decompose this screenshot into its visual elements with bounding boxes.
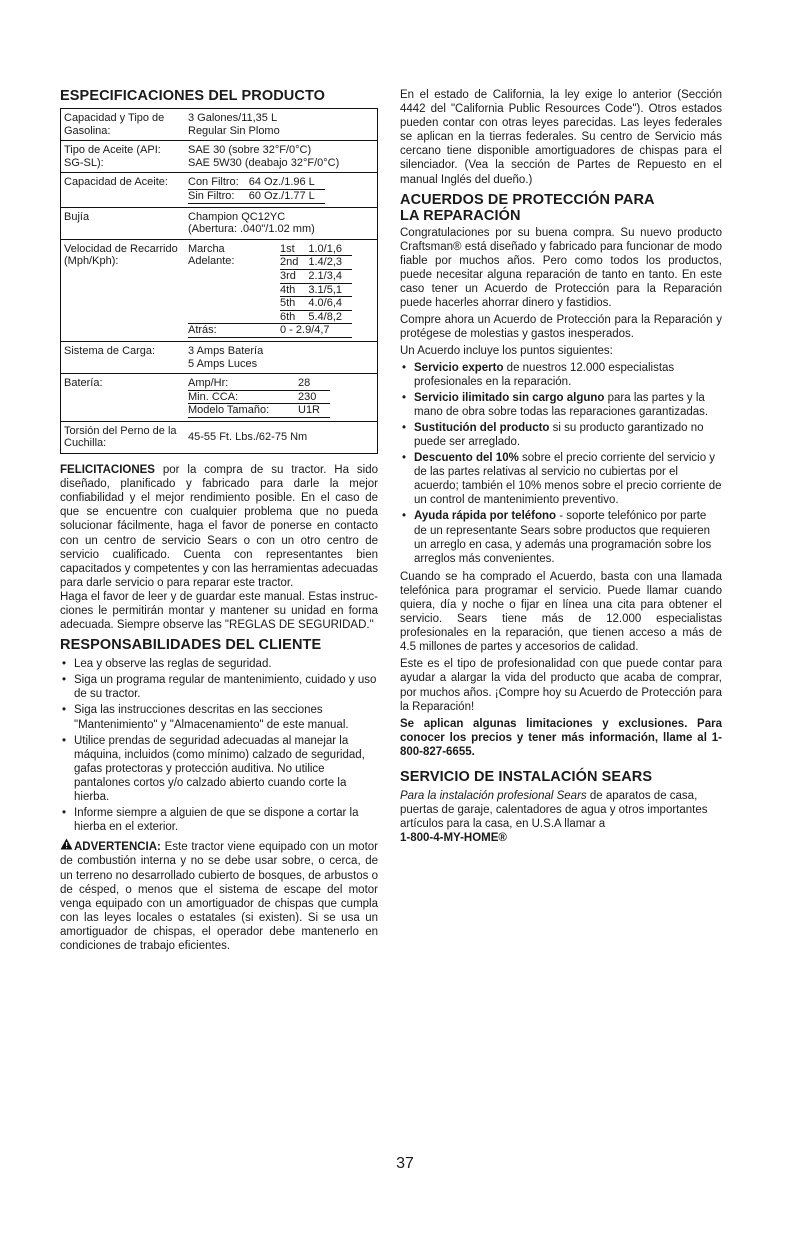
spec-line: 230 — [298, 390, 317, 403]
list-item: • Ayuda rápida por teléfono - soporte telefónico por parte de un representante Sears sobre productos que requieren un arreglo en casa, y además una programación sobre los arreglos más convenientes. — [400, 509, 722, 565]
spec-label: Tipo de Aceite (API: SG-SL): — [64, 144, 161, 169]
spec-label: Bujía — [64, 210, 90, 223]
responsibilities-list — [60, 657, 378, 834]
spec-line: 5 Amps Luces — [188, 357, 258, 370]
warning-triangle-icon — [60, 838, 73, 853]
spec-label: Velocidad de Recarrido (Mph/Kph): — [64, 242, 178, 268]
protection-paragraph: Compre ahora un Acuerdo de Protección para la Reparación y protégese de molestias y gastos inesperados. — [400, 314, 722, 341]
gear-forward-label: Marcha Adelante: — [188, 242, 235, 268]
protection-paragraph: Cuando se ha comprado el Acuerdo, basta con una llamada telefónica para programar el servicio. Puede llamar cuando quiera, día y noche o fijar en línea una cita para obtener el servicio. Sears tiene más de 12.000 especialistas profesionales en la reparación, que tienen acceso a más de 4.5 millones de partes y accesorios de calidad. — [400, 570, 722, 654]
protection-list — [400, 361, 722, 566]
spec-value — [185, 239, 378, 341]
table-row — [61, 173, 378, 207]
congrats-lead: FELICITACIONES — [60, 464, 155, 477]
gear-name: 3rd — [280, 269, 296, 282]
spec-key: Min. CCA: — [188, 390, 239, 403]
gear-name: 4th — [280, 283, 296, 296]
spec-line: SAE 5W30 (deabajo 32°F/0°C) — [188, 156, 340, 169]
spec-line: Regular Sin Plomo — [188, 124, 280, 137]
specs-table — [60, 108, 378, 454]
list-item: • Informe siempre a alguien de que se dispone a cortar la hierba en el exterior. — [60, 806, 378, 834]
gear-reverse-speed: 0 - 2.9/4,7 — [280, 324, 330, 337]
left-column — [60, 88, 378, 953]
spec-line: 60 Oz./1.77 L — [248, 189, 315, 202]
spec-label: Torsión del Perno de la Cuchilla: — [64, 424, 177, 450]
specs-title: ESPECIFICACIONES DEL PRODUCTO — [60, 88, 326, 104]
warning-text: Este tractor viene equipado con un motor de combustión interna y no se debe usar sobre, o cerca, de un terreno no desarrollado cubierto de bosques, de arbustos o de césped, o menos que el sistema de escape del motor venga equipado con un amortiguador de chispas que cumpla con las leyes locales o estatales (si existen). Si se usa un amortiguador de chispas, el operador debe mantenerlo en condiciones de trabajo eficientes. — [60, 841, 378, 952]
page-number: 37 — [396, 1155, 414, 1172]
gear-speed: 1.4/2,3 — [308, 256, 342, 269]
installation-phone: 1-800-4-MY-HOME® — [400, 832, 507, 845]
warning-lead: ADVERTENCIA: — [74, 841, 161, 854]
gear-name: 5th — [280, 297, 296, 310]
spec-value — [185, 141, 378, 173]
spec-line: Champion QC12YC — [188, 210, 286, 223]
installation-title: SERVICIO DE INSTALACIÓN SEARS — [400, 769, 653, 786]
gear-speed: 1.0/1,6 — [308, 242, 342, 255]
spec-value — [185, 207, 378, 239]
right-column — [400, 88, 722, 845]
spec-line: 3 Galones/11,35 L — [188, 112, 278, 124]
manual-paragraph: Haga el favor de leer y de guardar este manual. Estas instruc-ciones le permitirán montar y mantener su unidad en forma adecuada. Siempre observe las "REGLAS DE SEGURIDAD." — [60, 590, 378, 632]
spec-value — [185, 374, 378, 422]
spec-value — [185, 109, 378, 141]
protection-title-line1: ACUERDOS DE PROTECCIÓN PARA — [400, 191, 655, 208]
table-row — [61, 109, 378, 141]
spec-value — [185, 421, 378, 453]
protection-paragraph: Congratulaciones por su buena compra. Su nuevo producto Craftsman® está diseñado y fabricado para funcionar de modo fiable por muchos años. Pero como todos los productos, puede necesitar alguna reparación de tanto en tanto. En este caso tener un Acuerdo de Protección para la Reparación puede hacerles ahorrar dinero y fastidios. — [400, 226, 722, 310]
gear-name: 6th — [280, 310, 296, 323]
table-row — [61, 207, 378, 239]
spec-line: SAE 30 (sobre 32°F/0°C) — [188, 144, 312, 157]
spec-line: (Abertura: .040"/1.02 mm) — [188, 223, 315, 236]
gear-speed: 3.1/5,1 — [308, 283, 342, 296]
table-row — [61, 421, 378, 453]
spec-line: 64 Oz./1.96 L — [248, 176, 315, 189]
warning-paragraph — [60, 838, 378, 953]
table-row — [61, 374, 378, 422]
protection-paragraph: Este es el tipo de profesionalidad con que puede contar para ayudar a alargar la vida del producto que acaba de comprar, por muchos años. ¡Compre hoy su Acuerdo de Protección para la Reparación! — [400, 658, 722, 713]
gear-speed: 5.4/8,2 — [308, 310, 342, 323]
spec-line: 45-55 Ft. Lbs./62-75 Nm — [188, 431, 308, 444]
gear-reverse-label: Atrás: — [188, 324, 217, 337]
spec-key: Con Filtro: — [188, 176, 239, 189]
limitations-paragraph: Se aplican algunas limitaciones y exclusiones. Para conocer los precios y tener más información, llame al 1-800-827-6655. — [400, 717, 722, 758]
protection-title-line2: LA REPARACIÓN — [400, 207, 521, 224]
spec-line: U1R — [298, 404, 321, 417]
list-item: • Siga las instrucciones descritas en las secciones "Mantenimiento" y "Almacenamiento" de este manual. — [60, 703, 378, 731]
installation-text: de aparatos de casa, puertas de garaje, calentadores de agua y otros importantes artículos para la casa, en U.S.A llamar a — [400, 790, 708, 831]
spec-key: Amp/Hr: — [188, 377, 229, 390]
spec-value — [185, 173, 378, 207]
protection-paragraph: Un Acuerdo incluye los puntos siguientes: — [400, 345, 613, 358]
spec-value — [185, 341, 378, 373]
installation-paragraph — [400, 789, 722, 831]
gear-name: 2nd — [280, 256, 299, 269]
installation-italic: Para la instalación profesional Sears — [400, 790, 587, 803]
table-row — [61, 341, 378, 373]
list-item: • Siga un programa regular de mantenimiento, cuidado y uso de su tractor. — [60, 673, 378, 701]
table-row — [61, 141, 378, 173]
list-item: • Sustitución del producto si su producto garantizado no puede ser arreglado. — [400, 421, 722, 449]
list-item: • Servicio ilimitado sin cargo alguno para las partes y la mano de obra sobre todas las reparaciones garantizadas. — [400, 391, 722, 419]
spec-line: 3 Amps Batería — [188, 344, 264, 357]
gear-speed: 2.1/3,4 — [308, 269, 342, 282]
spec-line: 28 — [298, 377, 311, 390]
list-item: • Utilice prendas de seguridad adecuadas al manejar la máquina, incluidos (como mínimo) calzado de seguridad, gafas protectoras y protección auditiva. No utilice pantalones cortos y/o calzado abierto cuando corte la hierba. — [60, 734, 378, 804]
table-row — [61, 239, 378, 341]
gear-name: 1st — [280, 242, 295, 255]
spec-label: Capacidad de Aceite: — [64, 176, 168, 189]
list-item: • Descuento del 10% sobre el precio corriente del servicio y de las partes relativas al servicio no cubiertas por el acuerdo; también el 10% menos sobre el precio corriente de un control de mantenimiento preventivo. — [400, 451, 722, 507]
spec-key: Modelo Tamaño: — [188, 404, 270, 417]
spec-label: Capacidad y Tipo de Gasolina: — [64, 112, 165, 137]
spec-label: Sistema de Carga: — [64, 344, 156, 357]
list-item: • Servicio experto de nuestros 12.000 especialistas profesionales en la reparación. — [400, 361, 722, 389]
list-item: • Lea y observe las reglas de seguridad. — [60, 657, 378, 671]
gear-speed: 4.0/6,4 — [308, 297, 342, 310]
congrats-paragraph — [60, 463, 378, 590]
california-paragraph: En el estado de California, la ley exige lo anterior (Sección 4442 del "California Public Resources Code"). Otros estados pueden contar con otras leyes parecidas. Las leyes federales se aplican en la tierras federales. Su centro de Servicio más cercano tiene disponible amortiguadores de chispas para el silenciador. (Vea la sección de Partes de Repuesto en el manual Inglés del dueño.) — [400, 89, 722, 186]
spec-key: Sin Filtro: — [188, 189, 235, 202]
spec-label: Batería: — [64, 377, 103, 390]
responsibilities-title: RESPONSABILIDADES DEL CLIENTE — [60, 637, 322, 654]
congrats-text: por la compra de su tractor. Ha sido diseñado, planificado y fabricado para darle la mejor confiabilidad y el mejor rendimiento posible. En el caso de que se encuentre con cualquier problema que no pueda solucionar fácilmente, haga el favor de ponerse en contacto con un centro de servicio Sears o con un otro centro de servicio cualificado. Cuenta con representantes bien capacitados y competentes y con las herramientas adecuadas para darle servicio o para reparar este tractor. — [60, 464, 378, 589]
